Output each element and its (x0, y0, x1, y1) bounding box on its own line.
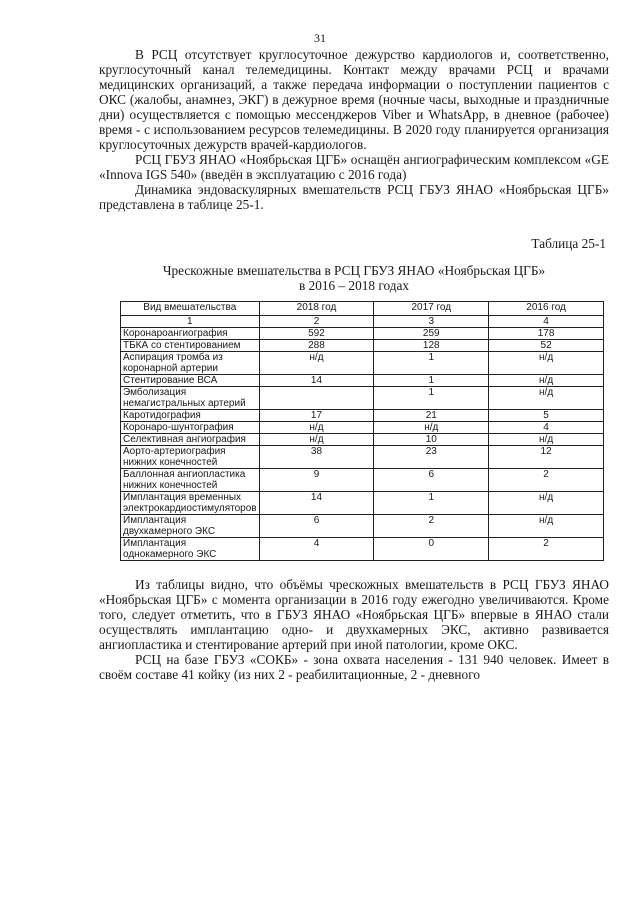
table-title-line-1: Чрескожные вмешательства в РСЦ ГБУЗ ЯНАО «Ноябрьская ЦГБ» (162, 263, 546, 278)
intervention-count-cell: н/д (489, 375, 604, 387)
paragraph-sokb: РСЦ на базе ГБУЗ «СОКБ» - зона охвата населения - 131 940 человек. Имеет в своём составе 41 койку (из них 2 - реабилитационные, 2 - дневного (99, 652, 609, 682)
body-text-bottom (99, 577, 609, 682)
intervention-count-cell: н/д (489, 352, 604, 375)
intervention-name-cell: Аспирация тромба из коронарной артерии (121, 352, 260, 375)
table-row (121, 515, 604, 538)
paragraph-equipment: РСЦ ГБУЗ ЯНАО «Ноябрьская ЦГБ» оснащён ангиографическим комплексом «GE «Innova IGS 540» (введён в эксплуатацию с 2016 года) (99, 152, 609, 182)
table-header-row (121, 302, 604, 316)
intervention-count-cell: 4 (489, 422, 604, 434)
table-row (121, 492, 604, 515)
table-row (121, 434, 604, 446)
intervention-count-cell: 1 (374, 352, 489, 375)
intervention-count-cell: 38 (259, 446, 374, 469)
intervention-count-cell: 2 (489, 538, 604, 561)
intervention-count-cell: 2 (374, 515, 489, 538)
table-row (121, 538, 604, 561)
intervention-name-cell: Коронароангиография (121, 328, 260, 340)
intervention-name-cell: Стентирование ВСА (121, 375, 260, 387)
intervention-name-cell: Каротидография (121, 410, 260, 422)
intervention-name-cell: Коронаро-шунтография (121, 422, 260, 434)
intervention-count-cell: 288 (259, 340, 374, 352)
column-number: 3 (374, 316, 489, 328)
intervention-count-cell: 1 (374, 492, 489, 515)
intervention-count-cell: н/д (489, 515, 604, 538)
intervention-count-cell: 6 (259, 515, 374, 538)
intervention-count-cell: 592 (259, 328, 374, 340)
intervention-count-cell: н/д (489, 492, 604, 515)
intervention-name-cell: ТБКА со стентированием (121, 340, 260, 352)
table-row (121, 446, 604, 469)
intervention-name-cell: Аорто-артериография нижних конечностей (121, 446, 260, 469)
body-text-top (99, 47, 609, 212)
column-number: 1 (121, 316, 260, 328)
header-intervention-type: Вид вмешательства (121, 302, 260, 316)
intervention-count-cell: 52 (489, 340, 604, 352)
intervention-count-cell: н/д (259, 434, 374, 446)
intervention-count-cell: 14 (259, 375, 374, 387)
intervention-name-cell: Имплантация двухкамерного ЭКС (121, 515, 260, 538)
intervention-count-cell: 1 (374, 387, 489, 410)
intervention-count-cell: н/д (374, 422, 489, 434)
table-row (121, 422, 604, 434)
intervention-count-cell: 10 (374, 434, 489, 446)
intervention-count-cell: 2 (489, 469, 604, 492)
intervention-count-cell: 128 (374, 340, 489, 352)
intervention-name-cell: Баллонная ангиопластика нижних конечностей (121, 469, 260, 492)
table-row (121, 375, 604, 387)
intervention-count-cell: 259 (374, 328, 489, 340)
table-title-line-2: в 2016 – 2018 годах (298, 278, 410, 293)
intervention-name-cell: Эмболизация немагистральных артерий (121, 387, 260, 410)
table-row (121, 410, 604, 422)
intervention-count-cell: 1 (374, 375, 489, 387)
intervention-count-cell: 9 (259, 469, 374, 492)
paragraph-dynamics: Динамика эндоваскулярных вмешательств РСЦ ГБУЗ ЯНАО «Ноябрьская ЦГБ» представлена в таблице 25-1. (99, 182, 609, 212)
column-number: 2 (259, 316, 374, 328)
header-2017: 2017 год (374, 302, 489, 316)
header-2018: 2018 год (259, 302, 374, 316)
table-title (99, 263, 609, 293)
paragraph-monitoring: В РСЦ отсутствует круглосуточное дежурство кардиологов и, соответственно, круглосуточный канал телемедицины. Контакт между врачами РСЦ и врачами медицинских организаций, а также передача информации о поступлении пациентов с ОКС (жалобы, анамнез, ЭКГ) в дежурное время (ночные часы, выходные и праздничные дни) осуществляется с помощью мессенджеров Viber и WhatsApp, в дневное (рабочее) время - с использованием ресурсов телемедицины. В 2020 году планируется организация круглосуточных дежурств врачей-кардиологов. (99, 47, 609, 152)
intervention-name-cell: Имплантация однокамерного ЭКС (121, 538, 260, 561)
table-row (121, 469, 604, 492)
intervention-count-cell: н/д (489, 434, 604, 446)
intervention-count-cell: н/д (489, 387, 604, 410)
table-row (121, 328, 604, 340)
intervention-count-cell: 6 (374, 469, 489, 492)
intervention-count-cell: 21 (374, 410, 489, 422)
intervention-count-cell: 14 (259, 492, 374, 515)
intervention-count-cell: 0 (374, 538, 489, 561)
intervention-name-cell: Селективная ангиография (121, 434, 260, 446)
table-label: Таблица 25-1 (531, 236, 606, 251)
table-row (121, 387, 604, 410)
paragraph-conclusion: Из таблицы видно, что объёмы чрескожных вмешательств в РСЦ ГБУЗ ЯНАО «Ноябрьская ЦГБ» с момента организации в 2016 году ежегодно увеличиваются. Кроме того, следует отметить, что в ГБУЗ ЯНАО «Ноябрьская ЦГБ» впервые в ЯНАО стали осуществлять имплантацию одно- и двухкамерных ЭКС, активно развивается ангиопластика и стентирование артерий при иной патологии, кроме ОКС. (99, 577, 609, 652)
table-row (121, 340, 604, 352)
intervention-count-cell: 4 (259, 538, 374, 561)
intervention-count-cell: н/д (259, 352, 374, 375)
intervention-name-cell: Имплантация временных электрокардиостимуляторов (121, 492, 260, 515)
intervention-count-cell (259, 387, 374, 410)
intervention-count-cell: 178 (489, 328, 604, 340)
intervention-count-cell: н/д (259, 422, 374, 434)
interventions-table (120, 301, 604, 561)
intervention-count-cell: 23 (374, 446, 489, 469)
column-number: 4 (489, 316, 604, 328)
table-row (121, 352, 604, 375)
table-column-numbers-row (121, 316, 604, 328)
intervention-count-cell: 5 (489, 410, 604, 422)
intervention-count-cell: 17 (259, 410, 374, 422)
page-number: 31 (314, 31, 326, 45)
intervention-count-cell: 12 (489, 446, 604, 469)
header-2016: 2016 год (489, 302, 604, 316)
